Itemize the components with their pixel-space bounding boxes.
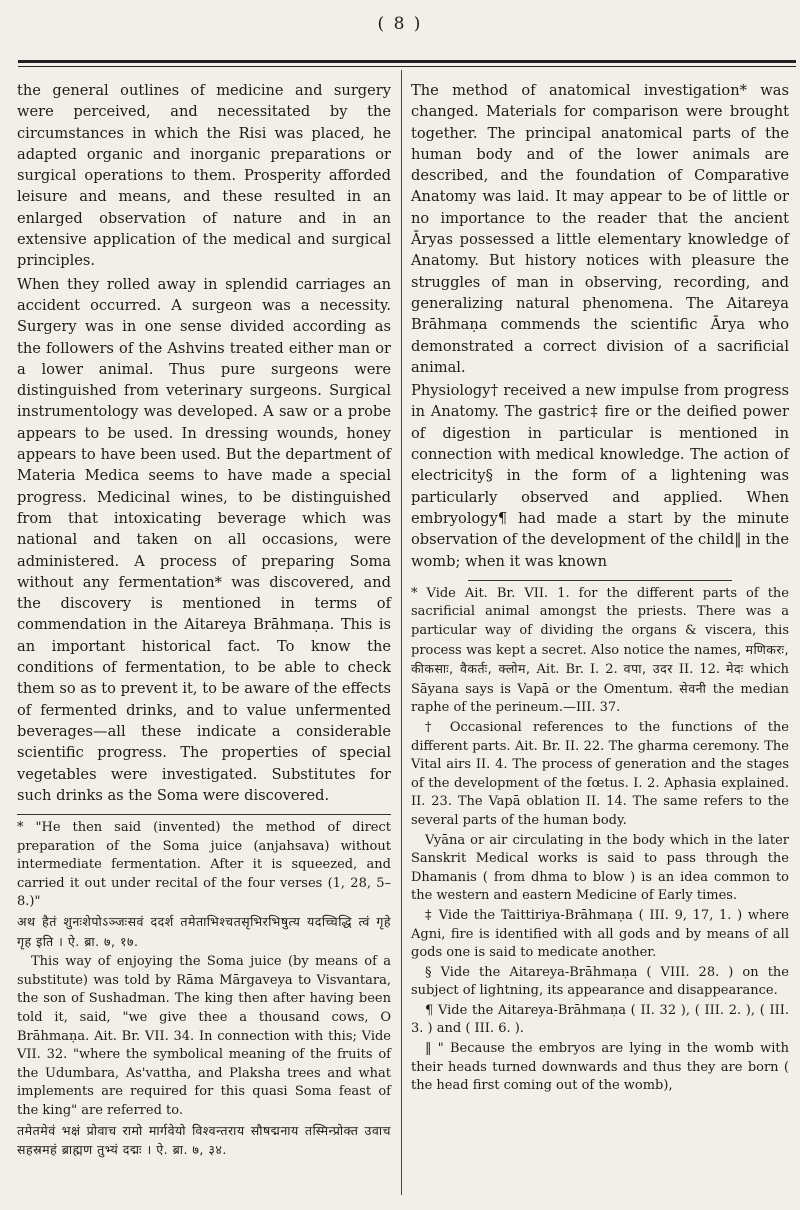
sanskrit-term: मेदः	[726, 661, 744, 677]
sanskrit-term: सेवनी	[679, 680, 707, 696]
right-footnote-3: Vyāna or air circulating in the body which in the later Sanskrit Medical works is said to pass through the Dhamanis ( from dhma to blow ) is an idea common to the western and eastern Medicine of Early times.	[411, 832, 789, 904]
right-footnote-5: § Vide the Aitareya-Brāhmaṇa ( VIII. 28. ) on the subject of lightning, its appearance and disappearance.	[411, 964, 789, 999]
footnote-text: * Vide Ait. Br. VII. 1. for the different parts of the sacrificial animal amongst the priests. There was a particular way of dividing the organs & viscera, this process was kept a secret. Also notice the names,	[411, 585, 789, 658]
footnote-text: Ait. Br. I. 2.	[536, 662, 618, 678]
sanskrit-term: मणिकरः, कीकसाः, वैकर्तः, क्लोम,	[411, 641, 789, 677]
sanskrit-quote: अथ हैतं शुनःशेपोऽञ्जःसवं ददर्श तमेताभिश्चतसृभिरभिषुत्य यदच्चिद्धि त्वं गृहे गृह इति । ऐ. ब्रा. ७, १७.	[17, 914, 391, 949]
right-footnote-2: † Occasional references to the functions of the different parts. Ait. Br. II. 22. The gharma ceremony. The Vital airs II. 4. The process of generation and the stages of the development of the fœtus. I. 2. Aphasia explained. II. 23. The Vapā oblation II. 14. The same refers to the several parts of the human body.	[411, 719, 789, 828]
sanskrit-term: वपा, उदर	[623, 661, 673, 677]
left-column	[17, 80, 391, 1161]
right-footnote-1	[411, 585, 789, 718]
left-footnote-1-sanskrit	[17, 913, 391, 952]
footnote-text: which Sāyana says is Vapā or the Omentum.	[411, 662, 790, 697]
header-rule-thick	[18, 60, 796, 63]
sanskrit-quote: तमेतमेवं भक्षं प्रोवाच रामो मार्गवेयो विश्वन्तराय सौषद्मनाय तस्मिन्प्रोक्त उवाच सहस्रमहं ब्राह्मण तुभ्यं दद्मः । ऐ. ब्रा. ७, ३४.	[17, 1122, 391, 1158]
right-footnote-separator	[468, 580, 733, 581]
left-footnote-2: This way of enjoying the Soma juice (by means of a substitute) was told by Rāma Mārgaveya to Visvantara, the son of Sushadman. The king then after having been told it, said, "we give thee a thousand cows, O Brāhmaṇa. Ait. Br. VII. 34. In connection with this; Vide VII. 32. "where the symbolical meaning of the fruits of the Udumbara, As'vattha, and Plaksha trees and what implements are required for this quasi Soma feast of the king" are referred to.	[17, 954, 391, 1118]
right-footnote-7: ‖ " Because the embryos are lying in the womb with their heads turned downwards and thus they are born ( the head first coming out of the womb),	[411, 1041, 789, 1094]
column-divider	[401, 70, 402, 1195]
left-footnote-1: * "He then said (invented) the method of direct preparation of the Soma juice (anjahsava) without intermediate fermentation. After it is squeezed, and carried it out under recital of the four verses (1, 28, 5–8.)"	[17, 820, 391, 910]
left-footnote-2-sanskrit	[17, 1122, 391, 1161]
footnote-text: the median raphe of the perineum.—III. 37.	[411, 681, 790, 716]
right-column	[411, 80, 789, 1096]
right-paragraph-2: Physiology† received a new impulse from progress in Anatomy. The gastric‡ fire or the deified power of digestion in particular is mentioned in connection with medical knowledge. The action of electricity§ in the form of a lightening was particularly observed and applied. When embryology¶ had made a start by the minute observation of the development of the child‖ in the womb; when it was known	[411, 382, 789, 570]
right-footnote-4: ‡ Vide the Taittiriya-Brāhmaṇa ( III. 9, 17, 1. ) where Agni, fire is identified with all gods and by means of all gods one is said to medicate another.	[411, 907, 789, 961]
right-paragraph-1: The method of anatomical investigation* was changed. Materials for comparison were brought together. The principal anatomical parts of the human body and of the lower animals are described, and the foundation of Comparative Anatomy was laid. It may appear to be of little or no importance to the reader that the ancient Āryas possessed a little elementary knowledge of Anatomy. But history notices with pleasure the struggles of man in observing, recording, and generalizing natural phenomena. The Aitareya Brāhmaṇa commends the scientific Ārya who demonstrated a correct division of a sacrificial animal.	[411, 82, 789, 376]
page-number: ( 8 )	[377, 14, 423, 34]
footnote-text: II. 12.	[678, 662, 721, 678]
header-rule-thin	[18, 66, 796, 67]
right-footnote-6: ¶ Vide the Aitareya-Brāhmaṇa ( II. 32 ), ( III. 2. ), ( III. 3. ) and ( III. 6. ).	[411, 1002, 789, 1037]
left-paragraph-2: When they rolled away in splendid carriages an accident occurred. A surgeon was a necessity. Surgery was in one sense divided according as the followers of the Ashvins treated either man or a lower animal. Thus pure surgeons were distinguished from veterinary surgeons. Surgical instrumentology was developed. A saw or a probe appears to be used. In dressing wounds, honey appears to have been used. But the department of Materia Medica seems to have made a special progress. Medicinal wines, to be distinguished from that intoxicating beverage which was national and taken on all occasions, were administered. A process of preparing Soma without any fermentation* was discovered, and the discovery is mentioned in terms of commendation in the Aitareya Brāhmaṇa. This is an important historical fact. To know the conditions of fermentation, to be able to check them so as to prevent it, to be aware of the effects of fermented drinks, and to value unfermented beverages—all these indicate a considerable scientific progress. The properties of special vegetables were investigated. Substitutes for such drinks as the Soma were discovered.	[17, 275, 391, 804]
left-paragraph-1: the general outlines of medicine and surgery were perceived, and necessitated by the circumstances in which the Risi was placed, he adapted organic and inorganic preparations or surgical operations to them. Prosperity afforded leisure and means, and these resulted in an enlarged observation of nature and in an extensive application of the medical and surgical principles.	[17, 82, 391, 270]
left-footnote-separator	[17, 814, 391, 815]
